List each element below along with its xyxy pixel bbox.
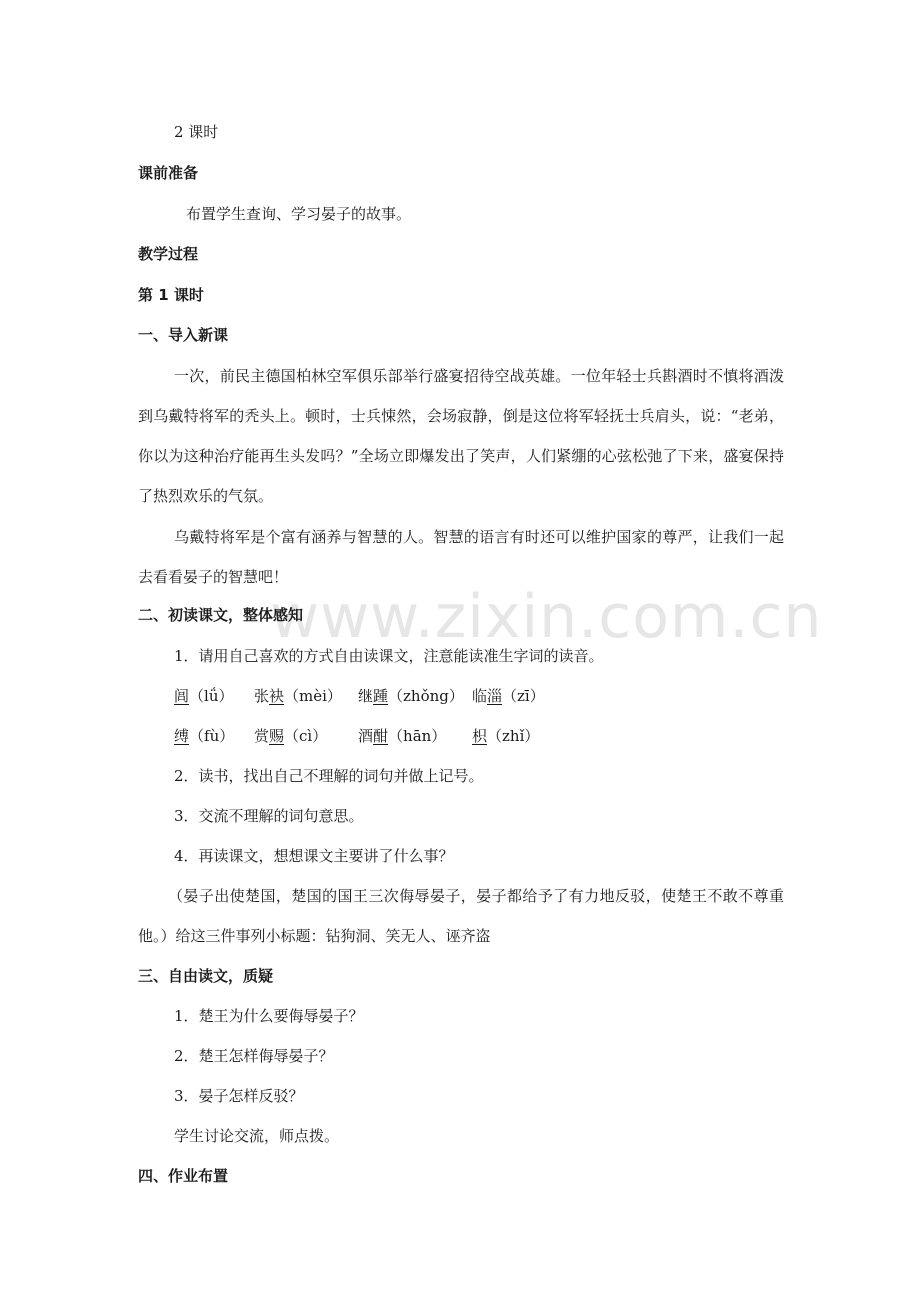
section2-heading: 二、初读课文，整体感知: [138, 606, 304, 624]
discussion-note: 学生讨论交流，师点拨。: [174, 1127, 340, 1145]
section1-heading: 一、导入新课: [138, 326, 229, 344]
intro-paragraph-1: 一次，前民主德国柏林空军俱乐部举行盛宴招待空战英雄。一位年轻士兵斟酒时不慎将酒泼到乌戴特将军的秃头上。顿时，士兵悚然，会场寂静，倒是这位将军轻抚士兵肩头，说：“老弟，你以为这种治疗能再生头发吗？”全场立即爆发出了笑声，人们紧绷的心弦松弛了下来，盛宴保持了热烈欢乐的气氛。: [138, 367, 784, 505]
vocab-item: 闾（lǘ）: [174, 687, 234, 705]
vocab-item: 张袂（mèi）: [254, 687, 342, 705]
vocab-item: 缚（fù）: [174, 727, 235, 745]
intro-paragraph-2: 乌戴特将军是个富有涵养与智慧的人。智慧的语言有时还可以维护国家的尊严，让我们一起去看看晏子的智慧吧！: [138, 528, 784, 586]
step-1: 1．请用自己喜欢的方式自由读课文，注意能读准生字词的读音。: [174, 647, 604, 665]
step-2: 2．读书，找出自己不理解的词句并做上记号。: [174, 767, 484, 785]
question-1: 1．楚王为什么要侮辱晏子？: [174, 1007, 364, 1025]
watermark: www.zixin.com.cn: [270, 582, 823, 652]
vocab-item: 继踵（zhǒng）: [358, 687, 464, 705]
lesson-hours: 2 课时: [174, 123, 219, 141]
section4-heading: 四、作业布置: [138, 1167, 229, 1185]
summary-paragraph: （晏子出使楚国，楚国的国王三次侮辱晏子，晏子都给予了有力地反驳，使楚王不敢不尊重他。）给这三件事列小标题：钻狗洞、笑无人、诬齐盗: [138, 887, 784, 945]
prep-heading: 课前准备: [138, 164, 199, 182]
vocab-item: 枳（zhǐ）: [472, 727, 540, 745]
vocab-item: 赏赐（cì）: [254, 727, 328, 745]
question-3: 3．晏子怎样反驳？: [174, 1087, 304, 1105]
section3-heading: 三、自由读文，质疑: [138, 967, 274, 985]
vocab-item: 酒酣（hān）: [358, 727, 447, 745]
prep-text: 布置学生查询、学习晏子的故事。: [186, 205, 412, 223]
step-3: 3．交流不理解的词句意思。: [174, 807, 364, 825]
vocab-item: 临淄（zī）: [472, 687, 545, 705]
lesson1-heading: 第 1 课时: [138, 286, 204, 304]
question-2: 2．楚王怎样侮辱晏子？: [174, 1047, 334, 1065]
step-4: 4．再读课文，想想课文主要讲了什么事？: [174, 847, 454, 865]
process-heading: 教学过程: [138, 245, 199, 263]
